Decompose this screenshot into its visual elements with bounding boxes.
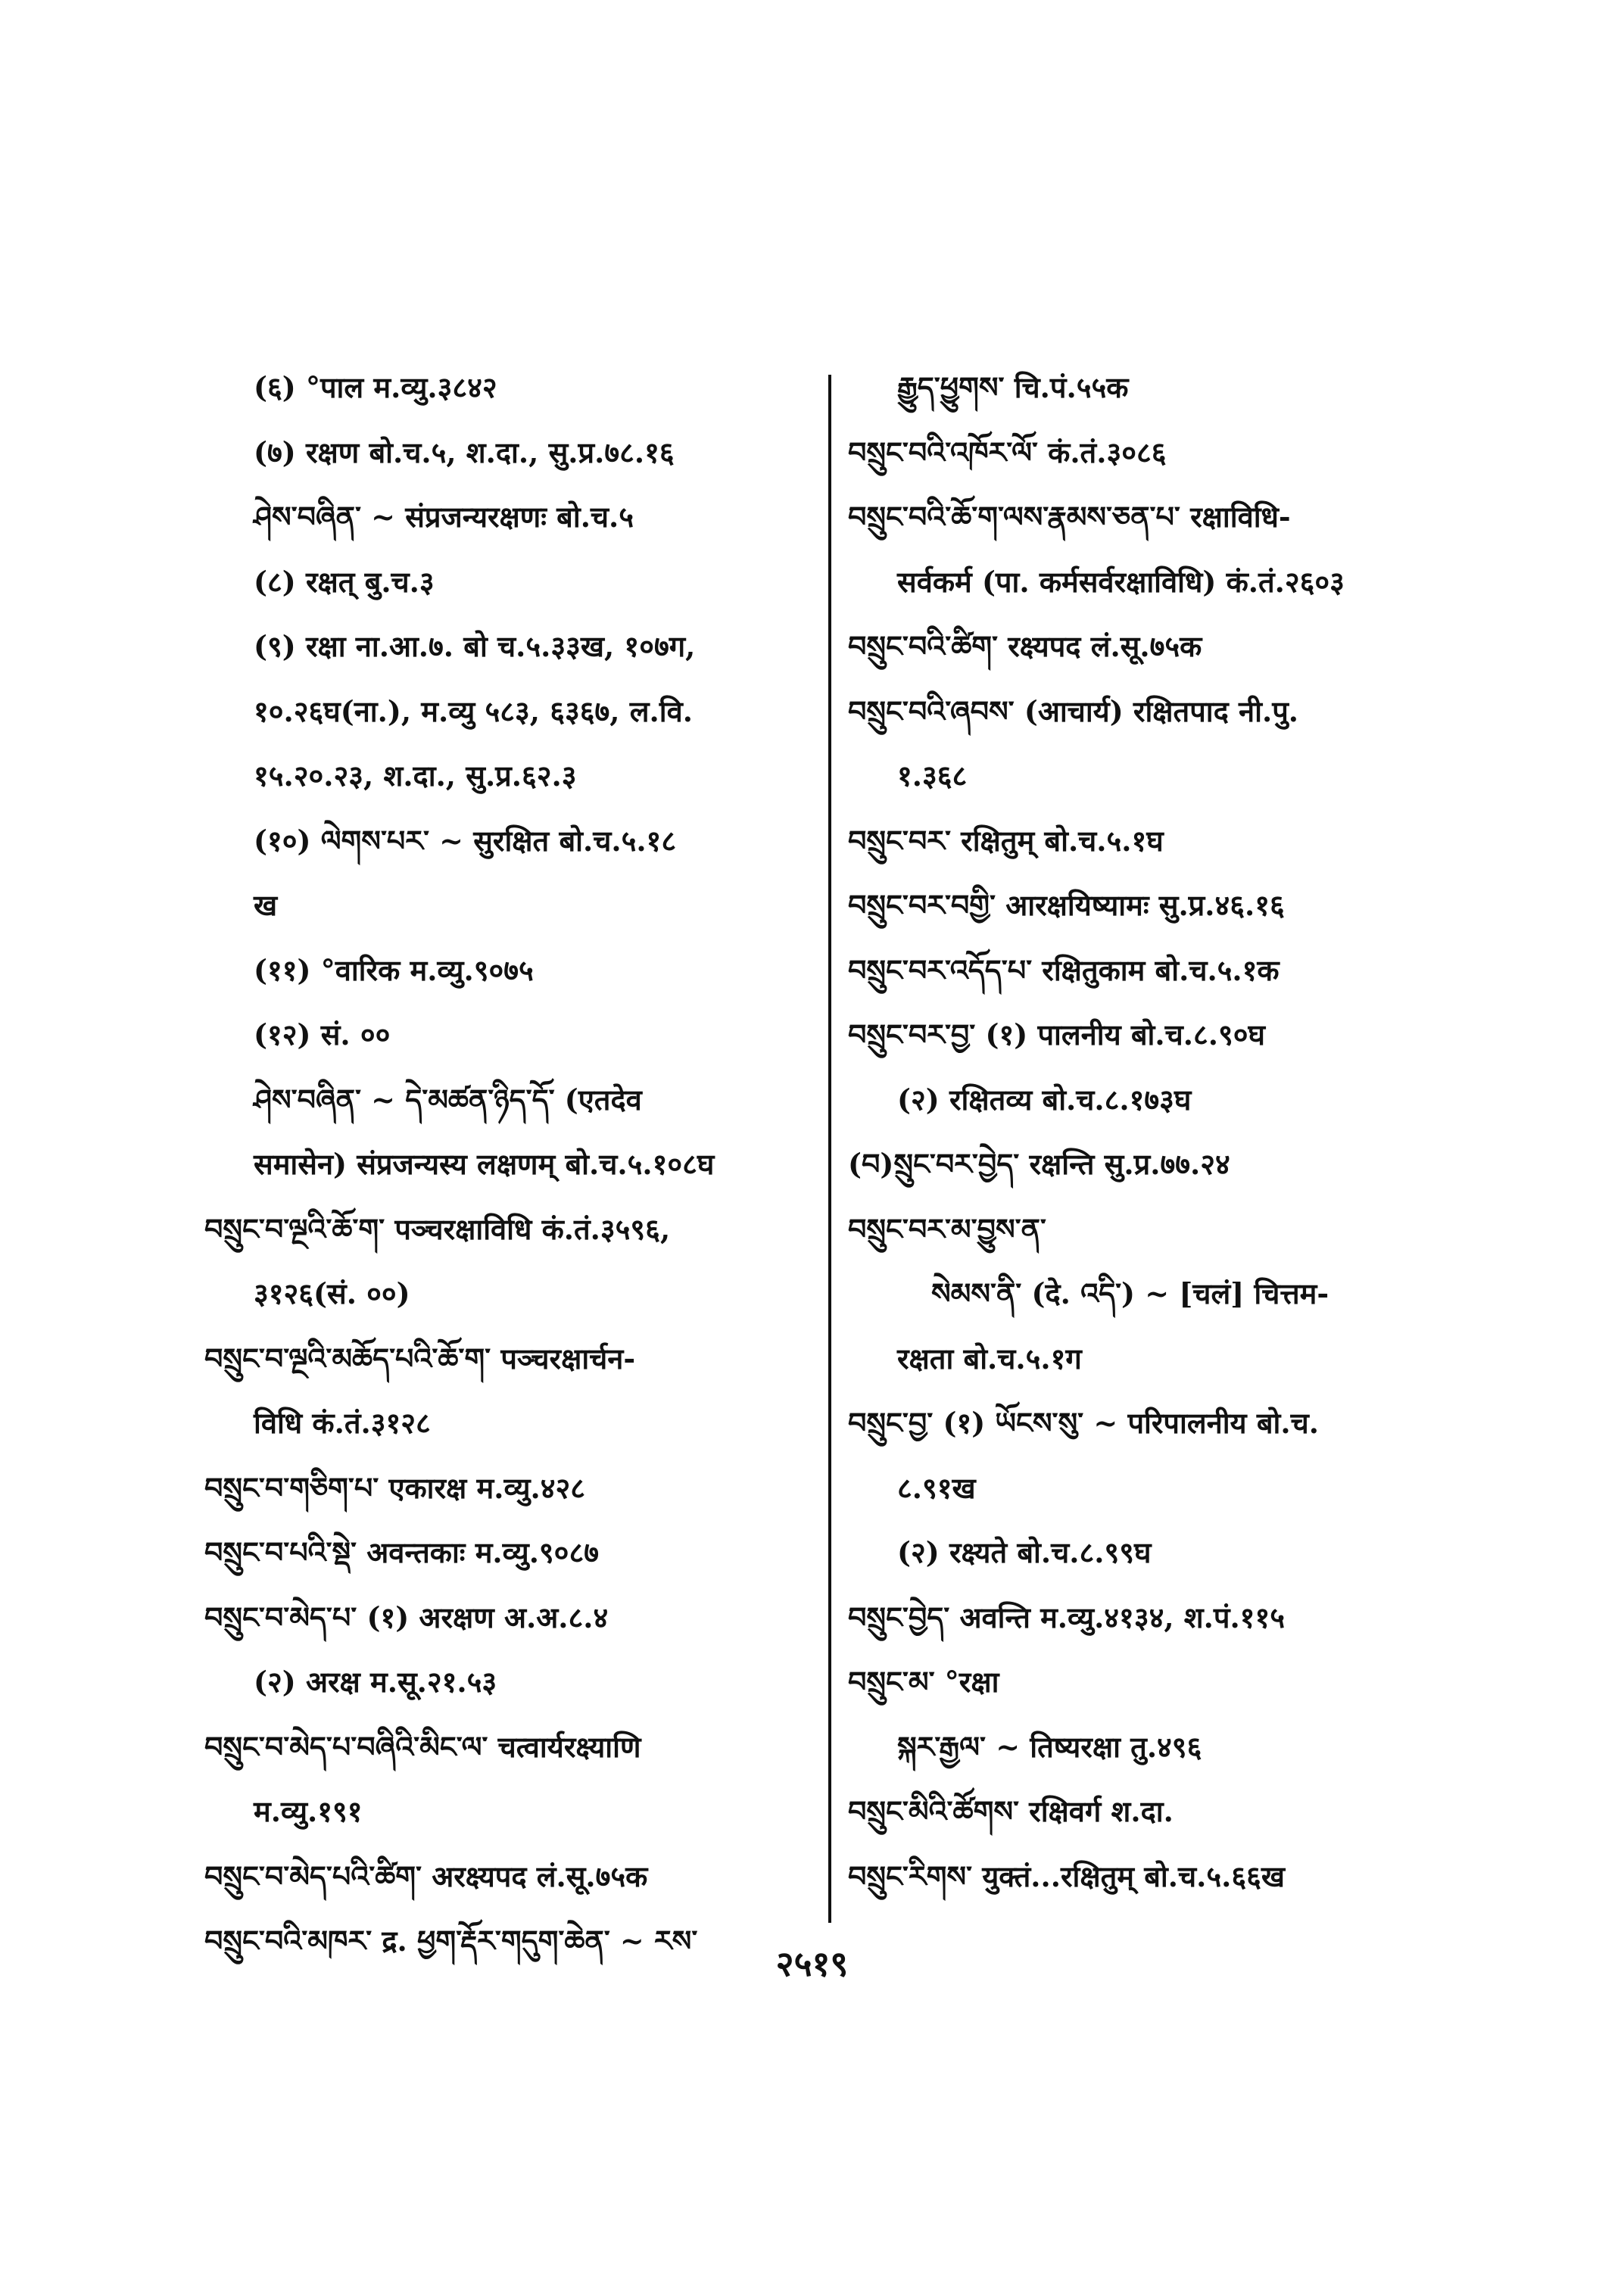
entry-line: བསྲུང་བར་བྱ་ (१) पालनीय बो.च.८.९०घ	[848, 1017, 1265, 1051]
entry-line: (८) रक्षत् बु.च.३	[254, 564, 435, 599]
entry-line: (११) °वारिक म.व्यु.९०७५	[254, 952, 534, 987]
entry-line: ख	[254, 888, 278, 922]
entry-line: བསྲུང་བ་པའི་སྡེ་ अवन्तकाः म.व्यु.९०८७	[204, 1535, 599, 1569]
entry-line: (१०) ལེགས་པར་ ~ सुरक्षित बो.च.५.१८	[254, 823, 677, 858]
entry-line: བསྲུང་བ་མེད་པའི་ཚིག་ अरक्ष्यपद लं.सू.७५क	[204, 1858, 648, 1893]
entry-line: བསྲུང་བྱེད་ अवन्ति म.व्यु.४१३४, श.पं.११५	[848, 1600, 1285, 1634]
column-divider	[828, 375, 831, 1923]
entry-line: समासेन) संप्रजन्यस्य लक्षणम् बो.च.५.१०८घ	[254, 1147, 715, 1181]
entry-line: रक्षता बो.च.५.१ग	[897, 1341, 1082, 1375]
entry-line: བསྲུང་བར་ रक्षितुम् बो.च.५.१घ	[848, 823, 1164, 858]
entry-line: བསྲུང་མ་ °रक्षा	[848, 1665, 999, 1699]
entry-line: (२) अरक्ष म.सू.२१.५३	[254, 1665, 497, 1699]
entry-line: (བ)སྲུང་བར་བྱེད་ रक्षन्ति सु.प्र.७७.२४	[848, 1147, 1230, 1181]
entry-line: བསྲུང་བ་མེད་པ་ (१) अरक्षण अ.अ.८.४	[204, 1600, 609, 1634]
entry-line: ८.९१ख	[897, 1470, 976, 1505]
entry-line: (१२) सं. ००	[254, 1017, 391, 1051]
entry-line: བསྲུང་བའི་ཚིག་ रक्ष्यपद लं.सू.७५क	[848, 629, 1202, 663]
entry-line: सर्वकर्म (पा. कर्मसर्वरक्षाविधि) कं.तं.२६०३	[897, 564, 1345, 599]
entry-line: བསྲུང་བར་མ་བྱུས་ན་	[848, 1211, 1046, 1246]
page-number: २५१९	[775, 1943, 849, 1984]
entry-line: བསྲུང་བའི་ཞབས་ (आचार्य) रक्षितपाद नी.पु.	[848, 693, 1299, 728]
entry-line: བསྲུང་མིའི་ཚོགས་ रक्षिवर्ग श.दा.	[848, 1794, 1174, 1828]
entry-line: ཤེས་བཞིན་ ~ དེ་མཚན་ཉིད་དོ་ (एतदेव	[254, 1082, 642, 1117]
entry-line: (७) रक्षण बो.च.५, श.दा., सु.प्र.७८.१६	[254, 435, 675, 469]
entry-line: (२) रक्षितव्य बो.च.८.१७३घ	[897, 1082, 1192, 1117]
entry-line: བསྲུང་བ་ལྔའི་ཆོ་ག་ पञ्चरक्षाविधि कं.तं.३५९६,	[204, 1211, 671, 1246]
entry-line: བསྲུང་བ་གཅིག་པ་ एकारक्ष म.व्यु.४२८	[204, 1470, 586, 1505]
entry-line: (९) रक्षा ना.आ.७. बो च.५.३३ख, १०७ग,	[254, 629, 696, 663]
entry-line: སྐར་རྒྱལ་ ~ तिष्यरक्षा तु.४९६	[897, 1729, 1202, 1764]
entry-line: སེམས་ནི་ (दे. འདི་) ~ [चलं] चित्तम-	[931, 1276, 1329, 1310]
entry-line: (२) रक्ष्यते बो.च.८.९९घ	[897, 1535, 1152, 1569]
entry-line: १५.२०.२३, श.दा., सु.प्र.६२.३	[254, 759, 577, 793]
entry-line: བསྲུང་བ་མེད་པ་བཞིའི་མིང་ལ་ चत्वार्यरक्ष्याणि	[204, 1729, 641, 1764]
entry-line: བསྲུང་རིགས་ युक्तं...रक्षितुम् बो.च.५.६६ख	[848, 1858, 1285, 1893]
entry-line: རྒྱུད་ཕྱུགས་ चि.पं.५५क	[897, 370, 1129, 404]
entry-line: བསྲུང་བའི་ཆོ་ག་ལས་རྣམས་ཅན་པ་ रक्षाविधि-	[848, 500, 1291, 534]
entry-line: १.३६८	[897, 759, 968, 793]
entry-line: ३१२६(सं. ००)	[254, 1276, 410, 1310]
entry-line: བསྲུང་བའི་འཁོར་ལོ་ कं.तं.३०८६	[848, 435, 1167, 469]
entry-line: ཤེས་བཞིན་ ~ संप्रजन्यरक्षणः बो.च.५	[254, 500, 634, 534]
entry-line: བསྲུང་བར་འདོད་པ་ रक्षितुकाम बो.च.५.१क	[848, 952, 1280, 987]
entry-line: བསྲུང་བའི་མཁར་ द्र. ཕྱག་རྡོར་གདུག་ཆེན་ ~ རས་	[204, 1924, 698, 1958]
entry-line: १०.२६घ(ना.), म.व्यु ५८३, ६३६७, ल.वि.	[254, 693, 693, 728]
entry-line: विधि कं.तं.३१२८	[254, 1406, 431, 1440]
entry-line: བསྲུང་བྱ་ (१) ཡོངས་སུ་ ~ परिपालनीय बो.च.	[848, 1406, 1319, 1440]
entry-line: (६) °पाल म.व्यु.३८४२	[254, 370, 497, 404]
entry-line: བསྲུང་བ་ལྔའི་མཆོད་པའི་ཆོ་ག་ पञ्चरक्षार्चन-	[204, 1341, 636, 1375]
entry-line: म.व्यु.१९१	[254, 1794, 363, 1828]
entry-line: བསྲུང་བར་བགྱི་ आरक्षयिष्यामः सु.प्र.४६.१६	[848, 888, 1285, 922]
